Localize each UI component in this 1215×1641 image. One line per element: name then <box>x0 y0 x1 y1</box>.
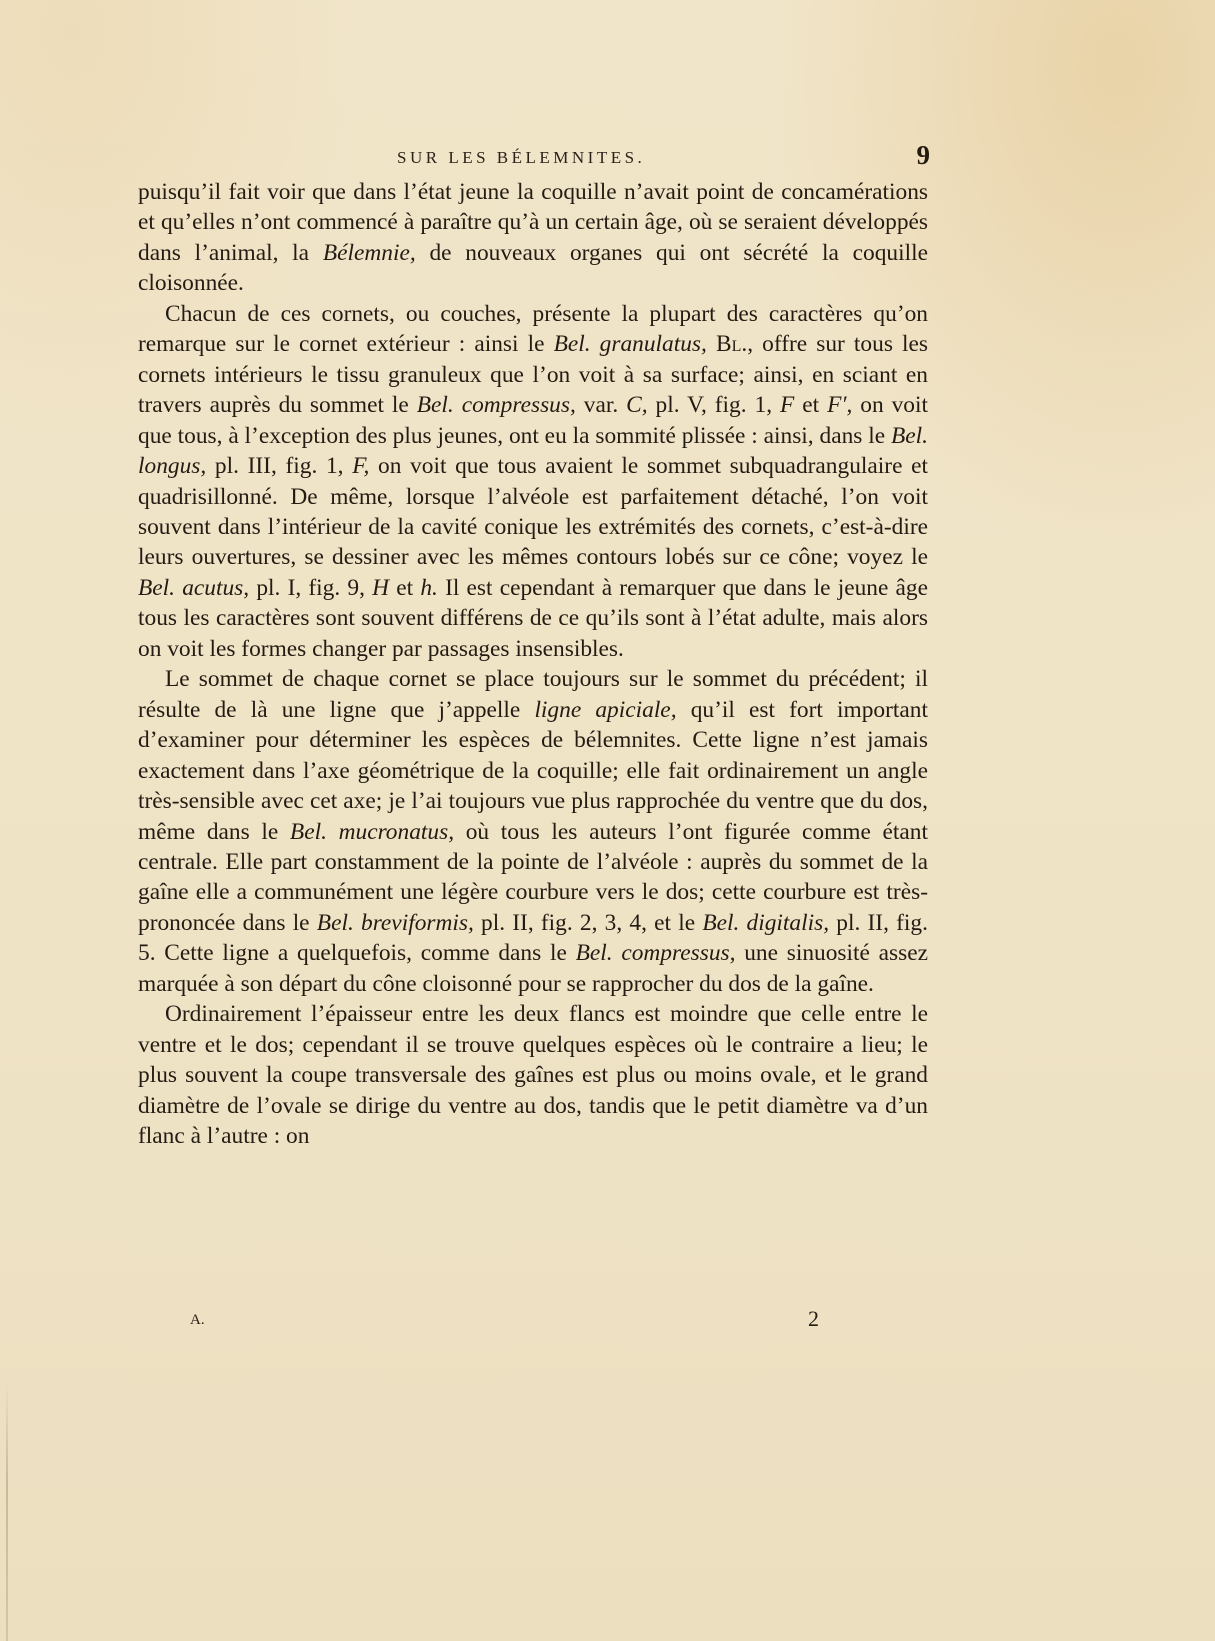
term: ligne apiciale, <box>534 696 677 723</box>
paragraph-4 <box>138 999 928 1151</box>
species-name: Bel. digitalis, <box>702 909 830 936</box>
text-run: pl. V, fig. 1, <box>647 392 781 419</box>
running-title: SUR LES BÉLEMNITES. <box>397 148 646 167</box>
page-edge-shadow <box>6 1380 8 1641</box>
text-run: Il est cependant à remarquer que dans le jeune âge tous les caractères sont souvent différens de ce qu’ils sont à l’état adulte, mais alors on voit les formes changer par passages insensibles. <box>138 574 928 662</box>
species-name: Bel. longus, <box>138 422 928 480</box>
species-name: Bel. breviformis, <box>316 909 474 936</box>
page-header <box>140 140 930 174</box>
text-run: , offre sur tous les cornets intérieurs le tissu granuleux que l’on voit à sa surface; ainsi, en sciant en travers auprès du sommet le <box>138 331 928 419</box>
text-run: où tous les auteurs l’ont figurée comme étant centrale. Elle part constamment de la pointe de l’alvéole : auprès du sommet de la gaîne elle a communément une légère courbure vers le dos; cette courbure est très-prononcée dans le <box>138 818 929 936</box>
text-run: pl. III, fig. 1, <box>206 453 353 480</box>
text-run <box>707 331 716 357</box>
page-number: 9 <box>916 140 930 170</box>
text-run: on voit que tous, à l’exception des plus jeunes, ont eu la sommité plissée : ainsi, dans le <box>138 392 929 449</box>
text-run: Ordinairement l’épaisseur entre les deux flancs est moindre que celle entre le ventre et le dos; cependant il se trouve quelques espèces où le contraire a lieu; le plus souvent la coupe transversale des gaînes est plus ou moins ovale, et le grand diamètre de l’ovale se dirige du ventre au dos, tandis que le petit diamètre va d’un flanc à l’autre : on <box>138 1001 928 1150</box>
figure-ref: F, <box>352 453 370 480</box>
sheet-number: 2 <box>808 1306 819 1331</box>
text-run: et <box>794 392 828 419</box>
text-run: Chacun de ces cornets, ou couches, présente la plupart des caractères qu’on remarque sur le cornet extérieur : ainsi le <box>138 300 928 358</box>
paragraph-2 <box>138 299 928 664</box>
text-run: var. <box>575 392 627 419</box>
figure-ref: F <box>780 392 795 419</box>
paragraph-1 <box>138 177 928 299</box>
text-run: une sinuosité assez marquée à son départ du cône cloisonné pour se rapprocher du dos de la gaîne. <box>138 940 928 997</box>
figure-ref: H <box>372 574 390 601</box>
text-run: Le sommet de chaque cornet se place toujours sur le sommet du précédent; il résulte de là une ligne que j’appelle <box>138 666 928 723</box>
species-name: Bel. granulatus, <box>553 331 707 358</box>
species-name: Bel. acutus, <box>138 574 250 601</box>
species-name: Bel. compressus, <box>416 392 576 419</box>
text-run: pl. II, fig. 5. Cette ligne a quelquefois, comme dans le <box>138 909 928 967</box>
signature-mark: A. <box>190 1312 205 1328</box>
text-run: et <box>389 574 421 601</box>
text-run: qu’il est fort important d’examiner pour déterminer les espèces de bélemnites. Cette ligne n’est jamais exactement dans l’axe géométrique de la coquille; elle fait ordinairement un angle très-sensible avec cet axe; je l’ai toujours vue plus rapprochée du ventre que du dos, même dans le <box>138 696 928 845</box>
species-name: Bel. compressus, <box>575 940 736 967</box>
text-run: pl. II, fig. 2, 3, 4, et le <box>473 909 703 936</box>
text-run: pl. I, fig. 9, <box>249 574 373 601</box>
figure-ref: F′, <box>827 392 853 419</box>
author-abbrev: Bl. <box>715 331 748 358</box>
text-run: on voit que tous avaient le sommet subquadrangulaire et quadrisillonné. De même, lorsque l’alvéole est parfaitement détaché, l’on voit souvent dans l’intérieur de la cavité conique les extrémités des cornets, c’est-à-dire leurs ouvertures, se dessiner avec les mêmes contours lobés sur ce cône; voyez le <box>138 453 928 571</box>
paragraph-3 <box>138 664 928 999</box>
text-run: de nouveaux organes qui ont sécrété la coquille cloisonnée. <box>138 239 928 297</box>
page-footer <box>190 1306 830 1336</box>
figure-ref: h. <box>420 574 438 601</box>
figure-ref: C, <box>626 392 648 419</box>
species-name: Bélemnie, <box>322 239 416 266</box>
species-name: Bel. mucronatus, <box>289 818 455 845</box>
text-run: puisqu’il fait voir que dans l’état jeune la coquille n’avait point de concamérations et qu’elles n’ont commencé à paraître qu’à un certain âge, où se seraient développés dans l’animal, la <box>138 179 928 266</box>
body-text <box>138 177 928 1152</box>
